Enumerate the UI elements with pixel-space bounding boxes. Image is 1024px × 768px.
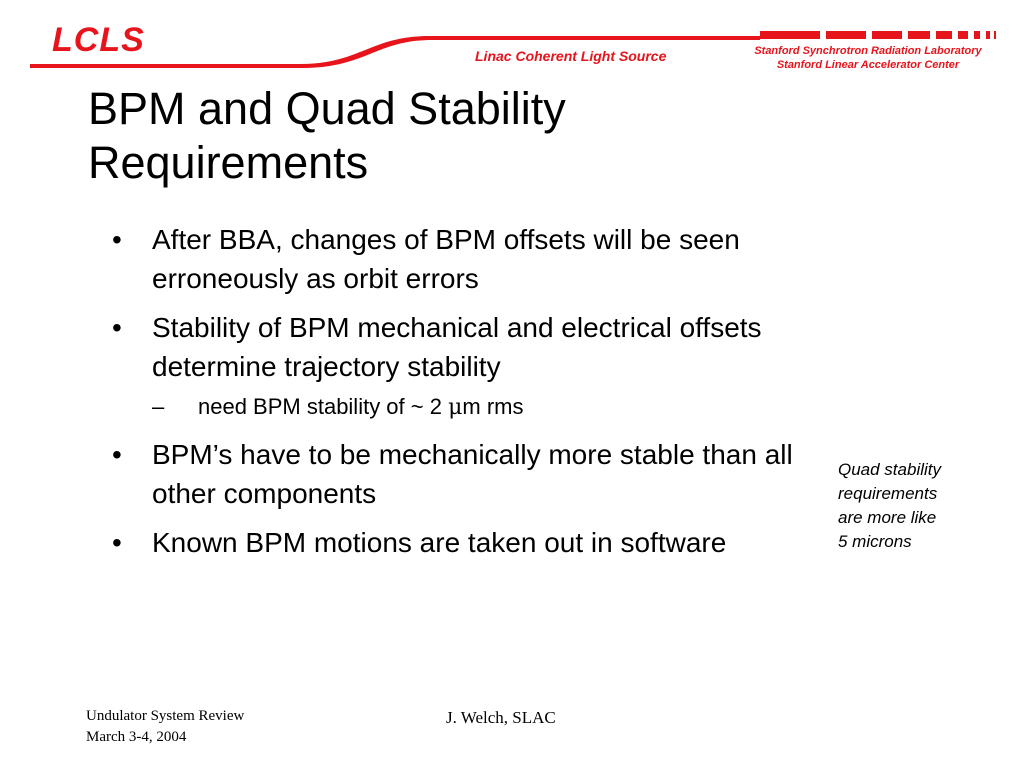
sub-bullet-prefix: need BPM stability of ~ 2 xyxy=(198,394,449,419)
bullet-text: Stability of BPM mechanical and electrical offsets determine trajectory stability xyxy=(152,312,762,382)
org-line-2: Stanford Linear Accelerator Center xyxy=(776,59,960,71)
footer-author: J. Welch, SLAC xyxy=(446,708,556,727)
bullet-item xyxy=(112,523,832,562)
bullet-text: Known BPM motions are taken out in software xyxy=(152,527,727,558)
sub-bullet-suffix: m rms xyxy=(462,394,524,419)
bullet-text: BPM’s have to be mechanically more stable than all other components xyxy=(152,439,793,509)
header-subtitle: Linac Coherent Light Source xyxy=(475,48,667,64)
bullet-marker: • xyxy=(112,527,122,558)
sub-bullet-marker: – xyxy=(152,394,165,419)
header-dashed-bar xyxy=(760,31,996,39)
note-line-4: 5 microns xyxy=(838,532,912,551)
slide-title xyxy=(88,82,788,190)
bullet-list xyxy=(112,220,832,572)
title-line-2: Requirements xyxy=(88,137,369,188)
bullet-marker: • xyxy=(112,224,122,255)
mu-symbol: μ xyxy=(448,395,463,420)
header-organizations xyxy=(740,44,996,72)
sub-bullet-item xyxy=(112,392,832,423)
org-line-1: Stanford Synchrotron Radiation Laboratory xyxy=(754,45,982,57)
bullet-item xyxy=(112,308,832,386)
bullet-marker: • xyxy=(112,439,122,470)
bullet-item xyxy=(112,220,832,298)
bullet-item xyxy=(112,435,832,513)
footer-date: March 3-4, 2004 xyxy=(86,729,187,745)
footer-event: Undulator System Review xyxy=(86,708,245,724)
bullet-text: After BBA, changes of BPM offsets will be seen erroneously as orbit errors xyxy=(152,224,740,294)
title-line-1: BPM and Quad Stability xyxy=(88,83,566,134)
bullet-marker: • xyxy=(112,312,122,343)
side-note xyxy=(838,458,988,554)
note-line-2: requirements xyxy=(838,484,938,503)
note-line-3: are more like xyxy=(838,508,937,527)
note-line-1: Quad stability xyxy=(838,460,941,479)
footer-left xyxy=(86,706,244,748)
lcls-logo: LCLS xyxy=(52,21,145,59)
